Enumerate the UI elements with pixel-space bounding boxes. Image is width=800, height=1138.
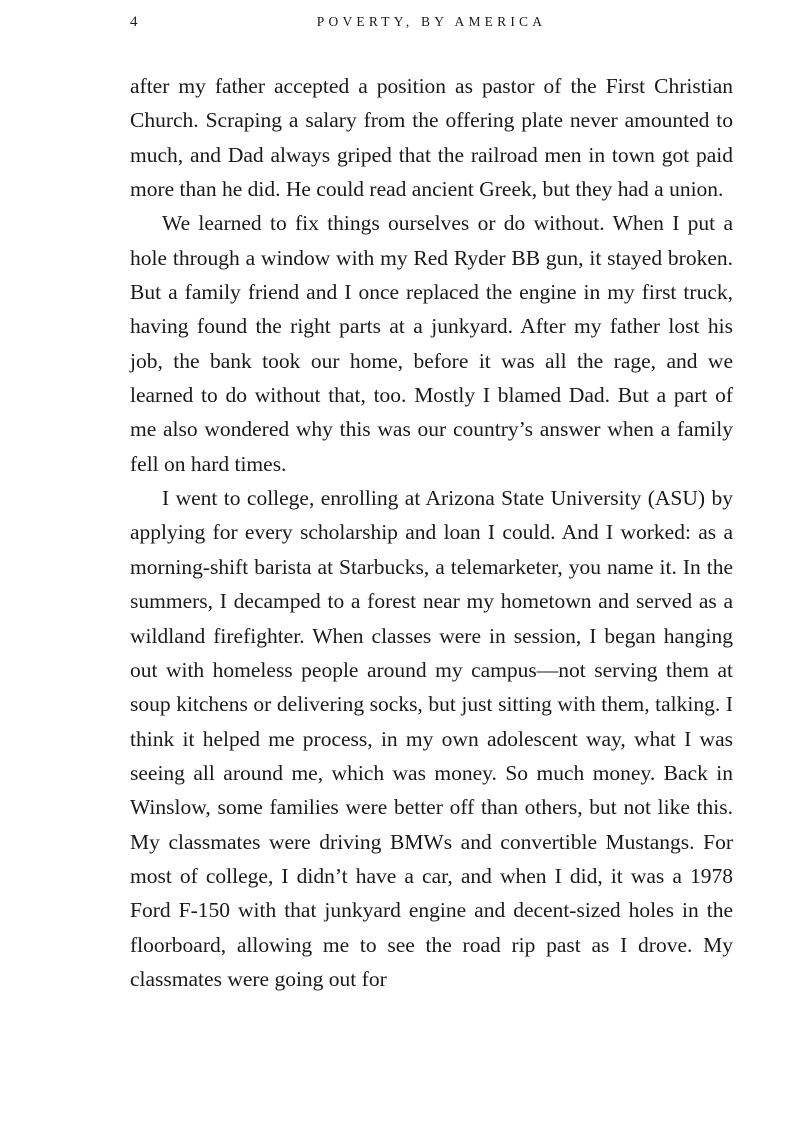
paragraph-3: I went to college, enrolling at Arizona State University (ASU) by applying for every scholarship and loan I could. And I worked: as a morning-shift barista at Starbucks, a telemarketer, you name it. In the summers, I decamped to a forest near my hometown and served as a wildland firefighter. When classes were in session, I began hanging out with homeless people around my campus—not serving them at soup kitchens or delivering socks, but just sitting with them, talking. I think it helped me process, in my own adolescent way, what I was seeing all around me, which was money. So much money. Back in Winslow, some families were better off than others, but not like this. My classmates were driving BMWs and convertible Mustangs. For most of college, I didn’t have a car, and when I did, it was a 1978 Ford F-150 with that junkyard engine and decent-sized holes in the floorboard, allowing me to see the road rip past as I drove. My classmates were going out for [130,486,733,991]
paragraph-1: after my father accepted a position as pastor of the First Christian Church. Scraping a salary from the offering plate never amounted to much, and Dad always griped that the railroad men in town got paid more than he did. He could read ancient Greek, but they had a union. [130,74,733,202]
body-text [130,69,733,996]
page-number: 4 [130,14,138,30]
book-title: POVERTY, BY AMERICA [316,14,547,29]
running-head [130,12,733,36]
paragraph-2: We learned to fix things ourselves or do without. When I put a hole through a window with my Red Ryder BB gun, it stayed broken. But a family friend and I once replaced the engine in my first truck, having found the right parts at a junkyard. After my father lost his job, the bank took our home, before it was all the rage, and we learned to do without that, too. Mostly I blamed Dad. But a part of me also wondered why this was our country’s answer when a family fell on hard times. [130,211,733,476]
